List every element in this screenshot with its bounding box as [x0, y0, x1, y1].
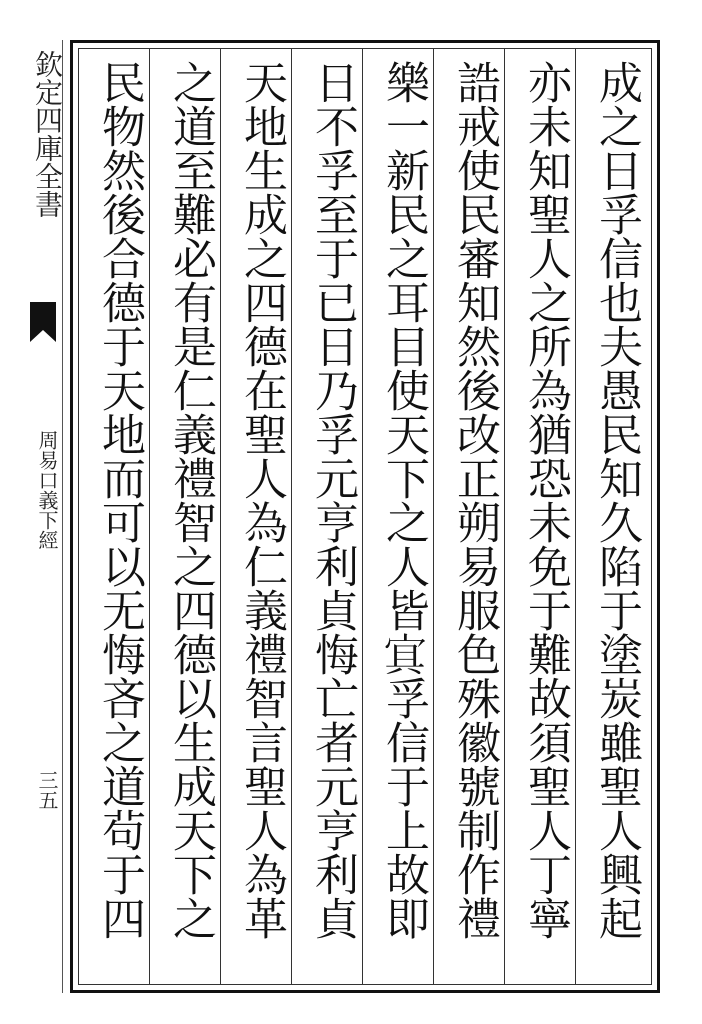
text-column-5: 日不孚至于已日乃孚元亨利貞悔亡者元亨利貞 — [307, 60, 358, 940]
text-column-8: 民物然後合德于天地而可以无悔吝之道茍于四 — [94, 60, 145, 940]
text-column-1: 成之日孚信也夫愚民知久陷于塗炭雖聖人興起 — [591, 60, 642, 940]
text-column-7: 之道至難必有是仁義禮智之四德以生成天下之 — [165, 60, 216, 940]
section-title: 周易口義下經 — [35, 430, 59, 550]
text-column-3: 誥戒使民審知然後改正朔易服色殊徽號制作禮 — [449, 60, 500, 940]
book-title: 欽定四庫全書 — [31, 50, 64, 218]
text-column-4: 樂一新民之耳目使天下之人皆𡨋孚信于上故即 — [378, 60, 429, 940]
text-column-6: 天地生成之四德在聖人為仁義禮智言聖人為革 — [236, 60, 287, 940]
text-column-2: 亦未知聖人之所為猶恐未免于難故須聖人丁寧 — [520, 60, 571, 940]
page-number: 三五 — [35, 770, 59, 810]
fish-tail-icon — [28, 300, 58, 344]
